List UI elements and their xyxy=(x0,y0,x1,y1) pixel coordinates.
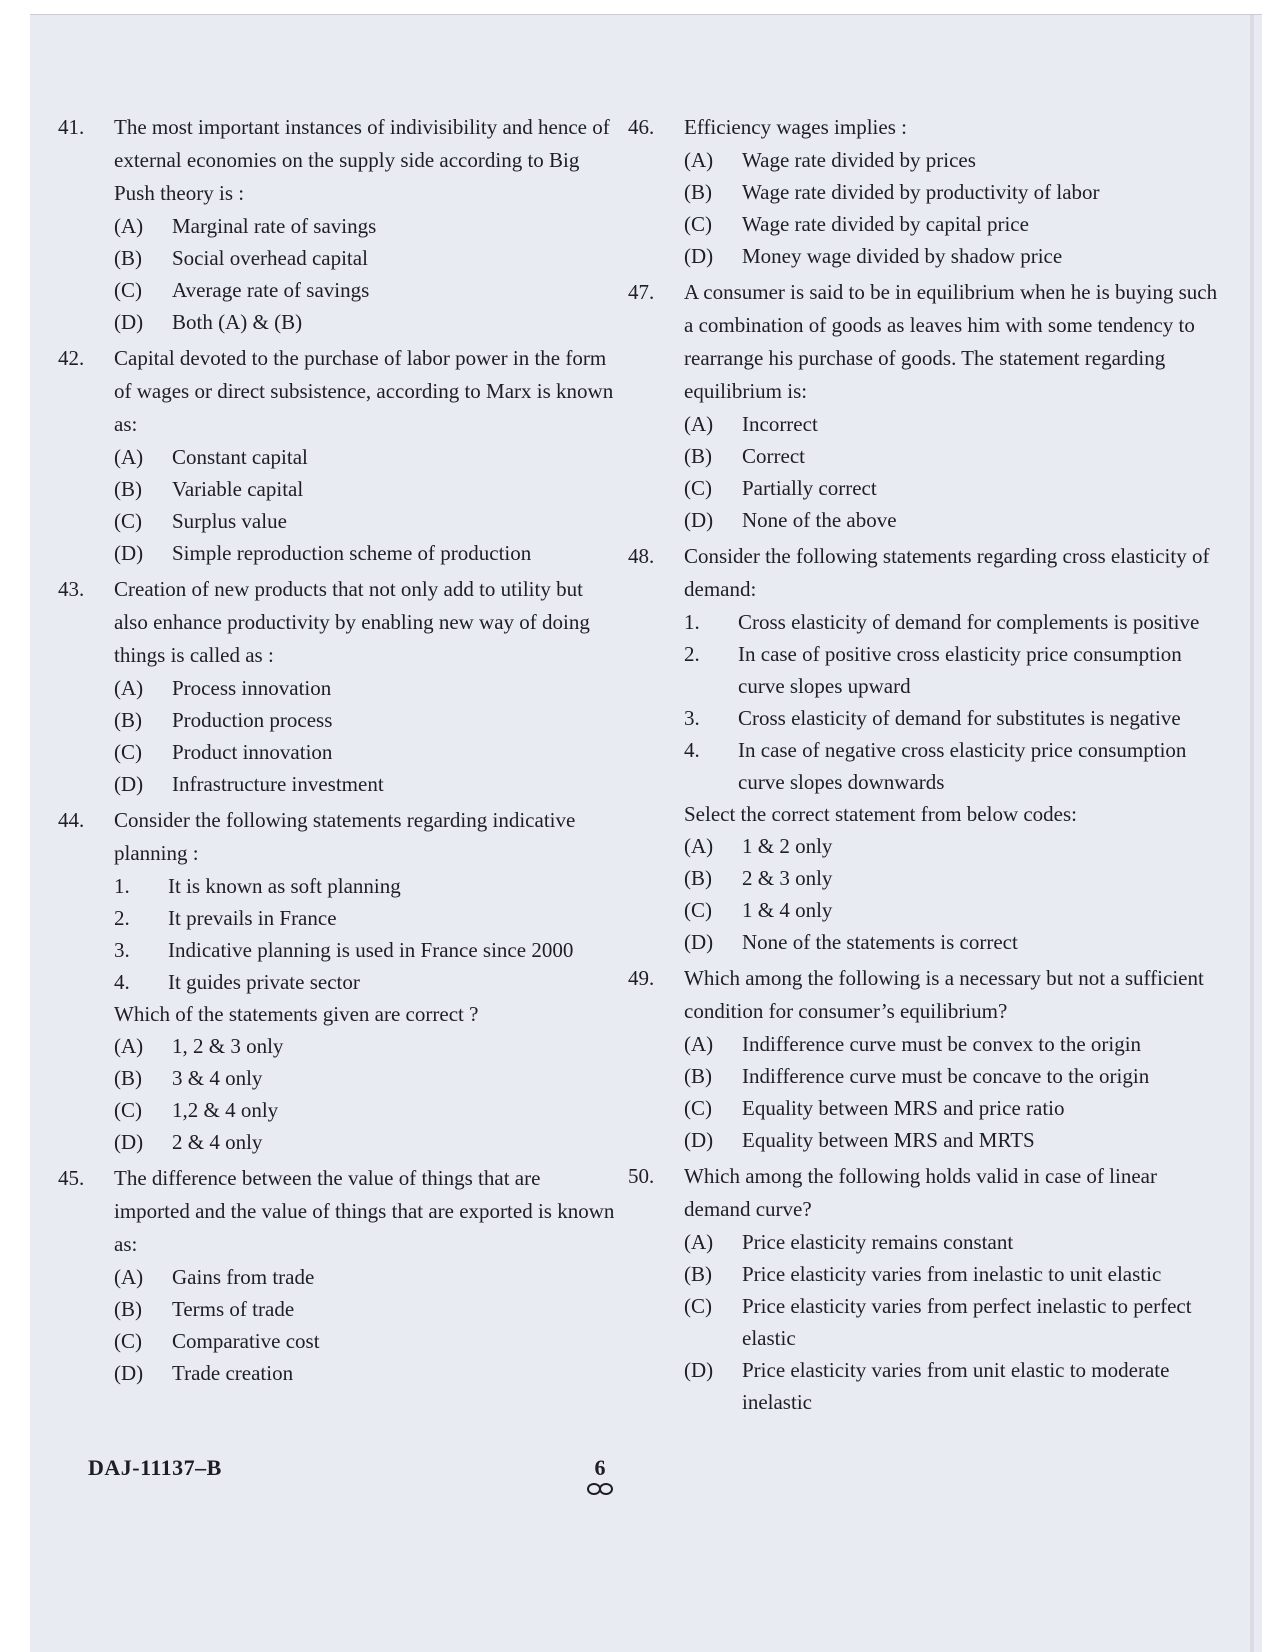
exam-page xyxy=(30,14,1262,1652)
answer-option xyxy=(114,704,618,736)
option-text: Variable capital xyxy=(172,477,304,501)
right-column xyxy=(628,111,1218,1422)
question-number: 41. xyxy=(58,115,85,139)
option-label: (D) xyxy=(684,508,714,532)
answer-option xyxy=(114,242,618,274)
option-label: (A) xyxy=(684,1032,714,1056)
option-text: Equality between MRS and MRTS xyxy=(742,1128,1035,1152)
statement-label: 4. xyxy=(114,970,130,994)
option-label: (A) xyxy=(114,1265,144,1289)
question-number: 49. xyxy=(628,966,655,990)
question-number: 42. xyxy=(58,346,85,370)
option-text: Simple reproduction scheme of production xyxy=(172,541,532,565)
option-text: Wage rate divided by productivity of labor xyxy=(742,180,1100,204)
question-number: 44. xyxy=(58,808,85,832)
option-label: (B) xyxy=(114,1297,142,1321)
option-label: (D) xyxy=(114,1130,144,1154)
option-text: Infrastructure investment xyxy=(172,772,384,796)
option-label: (C) xyxy=(684,476,712,500)
option-text: 2 & 3 only xyxy=(742,866,833,890)
answer-option xyxy=(684,1060,1218,1092)
question-block xyxy=(58,342,618,569)
option-text: Terms of trade xyxy=(172,1297,295,1321)
answer-option xyxy=(114,1126,618,1158)
question-text: Creation of new products that not only add to utility but also enhance productivity by enabling new way of doing things is called as : xyxy=(114,577,590,667)
question-text: Which among the following is a necessary but not a sufficient condition for consumer’s equilibrium? xyxy=(684,966,1204,1023)
option-text: Average rate of savings xyxy=(172,278,370,302)
option-text: 1 & 4 only xyxy=(742,898,833,922)
option-text: None of the statements is correct xyxy=(742,930,1018,954)
option-text: None of the above xyxy=(742,508,897,532)
sub-question-text: Which of the statements given are correct ? xyxy=(114,1002,479,1026)
option-label: (A) xyxy=(684,412,714,436)
statement-label: 2. xyxy=(114,906,130,930)
option-text: Price elasticity varies from inelastic to unit elastic xyxy=(742,1262,1162,1286)
option-label: (D) xyxy=(114,1361,144,1385)
statement-item xyxy=(684,638,1218,702)
answer-option xyxy=(114,473,618,505)
answer-option xyxy=(684,1028,1218,1060)
option-label: (B) xyxy=(684,444,712,468)
option-label: (B) xyxy=(684,866,712,890)
statement-text: In case of positive cross elasticity price consumption curve slopes upward xyxy=(738,642,1182,698)
option-text: Equality between MRS and price ratio xyxy=(742,1096,1065,1120)
option-text: Partially correct xyxy=(742,476,877,500)
question-number: 47. xyxy=(628,280,655,304)
statement-item xyxy=(114,966,618,998)
option-label: (C) xyxy=(114,1329,142,1353)
option-label: (B) xyxy=(114,246,142,270)
option-label: (C) xyxy=(114,1098,142,1122)
answer-option xyxy=(114,1325,618,1357)
option-text: Social overhead capital xyxy=(172,246,368,270)
statement-item xyxy=(114,902,618,934)
answer-option xyxy=(684,176,1218,208)
answer-option xyxy=(114,210,618,242)
option-text: Production process xyxy=(172,708,333,732)
answer-option xyxy=(684,830,1218,862)
option-text: Price elasticity remains constant xyxy=(742,1230,1014,1254)
answer-option xyxy=(684,894,1218,926)
option-text: Price elasticity varies from perfect inelastic to perfect elastic xyxy=(742,1294,1192,1350)
option-label: (D) xyxy=(684,930,714,954)
answer-option xyxy=(114,1293,618,1325)
option-label: (D) xyxy=(684,1128,714,1152)
statement-item xyxy=(684,702,1218,734)
answer-option xyxy=(114,306,618,338)
statement-item xyxy=(114,870,618,902)
paper-code: DAJ-11137–B xyxy=(88,1455,222,1480)
statement-label: 1. xyxy=(114,874,130,898)
statement-item xyxy=(114,934,618,966)
option-label: (D) xyxy=(684,244,714,268)
option-label: (C) xyxy=(684,1294,712,1318)
statement-item xyxy=(684,734,1218,798)
option-label: (C) xyxy=(114,740,142,764)
option-text: Gains from trade xyxy=(172,1265,315,1289)
answer-option xyxy=(684,1092,1218,1124)
answer-option xyxy=(684,408,1218,440)
option-label: (A) xyxy=(114,214,144,238)
option-label: (B) xyxy=(114,1066,142,1090)
page-ornament-icon xyxy=(586,1483,614,1500)
answer-option xyxy=(684,1226,1218,1258)
answer-option xyxy=(114,768,618,800)
option-text: Constant capital xyxy=(172,445,308,469)
option-label: (D) xyxy=(684,1358,714,1382)
question-number: 43. xyxy=(58,577,85,601)
statement-text: It prevails in France xyxy=(168,906,337,930)
answer-option xyxy=(684,1124,1218,1156)
question-text: Capital devoted to the purchase of labor power in the form of wages or direct subsistence, according to Marx is known as: xyxy=(114,346,614,436)
statement-label: 4. xyxy=(684,738,700,762)
option-text: Indifference curve must be concave to the origin xyxy=(742,1064,1150,1088)
sub-question-text: Select the correct statement from below codes: xyxy=(684,802,1078,826)
question-text: Consider the following statements regarding indicative planning : xyxy=(114,808,576,865)
option-label: (B) xyxy=(684,180,712,204)
question-block xyxy=(58,111,618,338)
option-text: 1, 2 & 3 only xyxy=(172,1034,284,1058)
option-text: 1,2 & 4 only xyxy=(172,1098,279,1122)
statement-text: In case of negative cross elasticity price consumption curve slopes downwards xyxy=(738,738,1187,794)
option-text: Correct xyxy=(742,444,805,468)
option-text: Money wage divided by shadow price xyxy=(742,244,1063,268)
question-text: The difference between the value of things that are imported and the value of things that are exported is known as: xyxy=(114,1166,615,1256)
question-block xyxy=(628,276,1218,536)
page-edge-shadow xyxy=(1250,15,1254,1652)
answer-option xyxy=(684,862,1218,894)
statement-label: 3. xyxy=(684,706,700,730)
answer-option xyxy=(114,441,618,473)
option-label: (A) xyxy=(114,1034,144,1058)
statement-text: Indicative planning is used in France since 2000 xyxy=(168,938,574,962)
answer-option xyxy=(114,672,618,704)
option-label: (D) xyxy=(114,310,144,334)
left-column xyxy=(58,111,618,1393)
option-label: (D) xyxy=(114,541,144,565)
question-block xyxy=(628,1160,1218,1418)
option-label: (C) xyxy=(114,278,142,302)
option-text: 3 & 4 only xyxy=(172,1066,263,1090)
statement-label: 3. xyxy=(114,938,130,962)
option-text: Marginal rate of savings xyxy=(172,214,377,238)
question-block xyxy=(58,1162,618,1389)
option-text: Price elasticity varies from unit elastic to moderate inelastic xyxy=(742,1358,1170,1414)
answer-option xyxy=(114,1261,618,1293)
option-label: (C) xyxy=(684,1096,712,1120)
question-number: 48. xyxy=(628,544,655,568)
option-label: (B) xyxy=(684,1064,712,1088)
statement-item xyxy=(684,606,1218,638)
question-text: Consider the following statements regarding cross elasticity of demand: xyxy=(684,544,1210,601)
option-label: (A) xyxy=(114,676,144,700)
statement-label: 2. xyxy=(684,642,700,666)
option-label: (C) xyxy=(684,898,712,922)
question-block xyxy=(628,540,1218,958)
answer-option xyxy=(684,1258,1218,1290)
answer-option xyxy=(684,144,1218,176)
option-text: Both (A) & (B) xyxy=(172,310,303,334)
question-text: Efficiency wages implies : xyxy=(684,115,907,139)
option-text: Incorrect xyxy=(742,412,818,436)
answer-option xyxy=(684,208,1218,240)
option-label: (C) xyxy=(114,509,142,533)
option-text: Wage rate divided by prices xyxy=(742,148,976,172)
statement-text: It is known as soft planning xyxy=(168,874,401,898)
option-label: (B) xyxy=(114,708,142,732)
option-text: Indifference curve must be convex to the origin xyxy=(742,1032,1142,1056)
answer-option xyxy=(684,1354,1218,1418)
question-number: 46. xyxy=(628,115,655,139)
answer-option xyxy=(114,1094,618,1126)
answer-option xyxy=(114,1357,618,1389)
option-text: Comparative cost xyxy=(172,1329,320,1353)
question-block xyxy=(628,962,1218,1156)
answer-option xyxy=(684,926,1218,958)
answer-option xyxy=(684,472,1218,504)
question-text: The most important instances of indivisibility and hence of external economies on the supply side according to Big Push theory is : xyxy=(114,115,610,205)
option-label: (A) xyxy=(684,834,714,858)
option-text: Wage rate divided by capital price xyxy=(742,212,1029,236)
answer-option xyxy=(114,736,618,768)
option-text: Trade creation xyxy=(172,1361,294,1385)
answer-option xyxy=(684,240,1218,272)
question-number: 50. xyxy=(628,1164,655,1188)
question-block xyxy=(58,573,618,800)
answer-option xyxy=(114,1062,618,1094)
page-number: 6 xyxy=(594,1455,606,1480)
answer-option xyxy=(114,537,618,569)
statement-text: Cross elasticity of demand for complements is positive xyxy=(738,610,1200,634)
answer-option xyxy=(114,274,618,306)
question-text: Which among the following holds valid in case of linear demand curve? xyxy=(684,1164,1157,1221)
option-label: (C) xyxy=(684,212,712,236)
answer-option xyxy=(114,505,618,537)
answer-option xyxy=(114,1030,618,1062)
statement-text: It guides private sector xyxy=(168,970,360,994)
option-text: Process innovation xyxy=(172,676,332,700)
option-label: (A) xyxy=(684,1230,714,1254)
option-label: (A) xyxy=(684,148,714,172)
question-block xyxy=(58,804,618,1158)
option-text: Product innovation xyxy=(172,740,333,764)
option-label: (B) xyxy=(114,477,142,501)
statement-label: 1. xyxy=(684,610,700,634)
answer-option xyxy=(684,1290,1218,1354)
option-text: 1 & 2 only xyxy=(742,834,833,858)
question-text: A consumer is said to be in equilibrium when he is buying such a combination of goods as leaves him with some tendency to rearrange his purchase of goods. The statement regarding equilibrium is: xyxy=(684,280,1218,403)
question-number: 45. xyxy=(58,1166,85,1190)
option-label: (A) xyxy=(114,445,144,469)
statement-text: Cross elasticity of demand for substitutes is negative xyxy=(738,706,1181,730)
option-label: (B) xyxy=(684,1262,712,1286)
answer-option xyxy=(684,504,1218,536)
option-label: (D) xyxy=(114,772,144,796)
answer-option xyxy=(684,440,1218,472)
option-text: 2 & 4 only xyxy=(172,1130,263,1154)
question-block xyxy=(628,111,1218,272)
option-text: Surplus value xyxy=(172,509,287,533)
